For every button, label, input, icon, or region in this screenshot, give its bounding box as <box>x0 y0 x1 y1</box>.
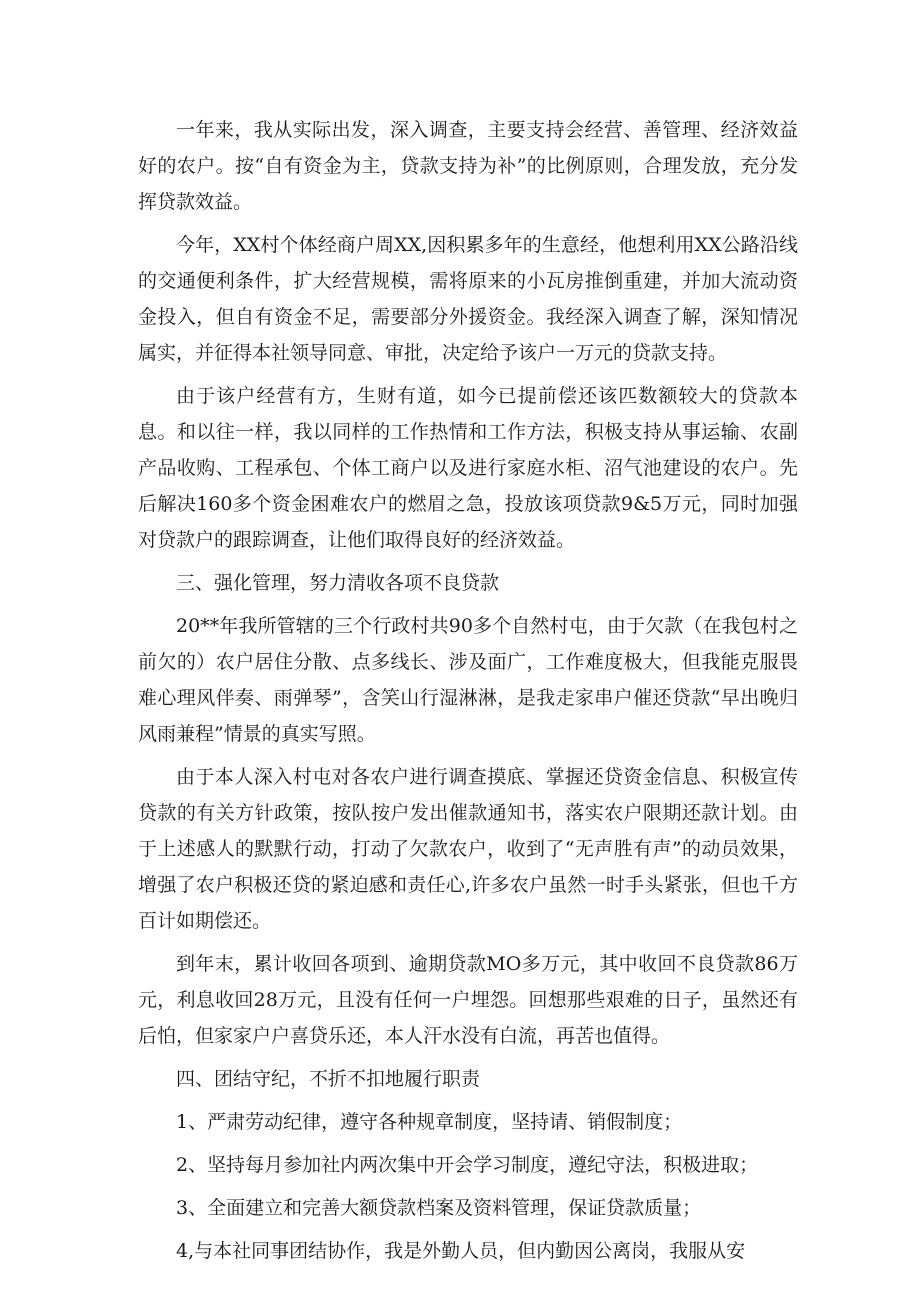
list-item: 3、全面建立和完善大额贷款档案及资料管理，保证贷款质量； <box>176 1197 702 1219</box>
paragraph: 由于本人深入村屯对各农户进行调查摸底、掌握还贷资金信息、积极宣传贷款的有关方针政策，按队按户发出催款通知书，落实农户限期还款计划。由于上述感人的默默行动，打动了欠款农户，收到了“无声胜有声”的动员效果，增强了农户积极还贷的紧迫感和责任心,许多农户虽然一时手头紧张，但也千方百计如期偿还。 <box>138 766 798 932</box>
list-item: 4,与本社同事团结协作，我是外勤人员，但内勤因公离岗，我服从安 <box>176 1240 746 1262</box>
paragraph: 由于该户经营有方，生财有道，如今已提前偿还该匹数额较大的贷款本息。和以往一样，我以同样的工作热情和工作方法，积极支持从事运输、农副产品收购、工程承包、个体工商户以及进行家庭水柜、沼气池建设的农户。先后解决160多个资金困难农户的燃眉之急，投放该项贷款9&5万元，同时加强对贷款户的跟踪调查，让他们取得良好的经济效益。 <box>138 385 798 551</box>
section-heading: 四、团结守纪，不折不扣地履行职责 <box>176 1068 481 1090</box>
paragraph: 一年来，我从实际出发，深入调查，主要支持会经营、善管理、经济效益好的农户。按“自有资金为主，贷款支持为补”的比例原则，合理发放，充分发挥贷款效益。 <box>138 119 798 213</box>
document-body <box>138 112 798 1276</box>
paragraph: 到年末，累计收回各项到、逾期贷款MO多万元，其中收回不良贷款86万元，利息收回28万元，且没有任何一户埋怨。回想那些艰难的日子，虽然还有后怕，但家家户户喜贷乐还，本人汗水没有白流，再苦也值得。 <box>138 953 798 1047</box>
paragraph: 今年，XX村个体经商户周XX,因积累多年的生意经，他想利用XX公路沿线的交通便利条件，扩大经营规模，需将原来的小瓦房推倒重建，并加大流动资金投入，但自有资金不足，需要部分外援资金。我经深入调查了解，深知情况属实，并征得本社领导同意、审批，决定给予该户一万元的贷款支持。 <box>138 234 798 364</box>
section-heading: 三、强化管理，努力清收各项不良贷款 <box>176 572 500 594</box>
list-item: 1、严肃劳动纪律，遵守各种规章制度，坚持请、销假制度； <box>176 1111 683 1133</box>
list-item: 2、坚持每月参加社内两次集中开会学习制度，遵纪守法，积极进取； <box>176 1154 759 1176</box>
paragraph: 20**年我所管辖的三个行政村共90多个自然村屯，由于欠款（在我包村之前欠的）农户居住分散、点多线长、涉及面广，工作难度极大，但我能克服畏难心理风伴奏、雨弹琴”，含笑山行湿淋淋，是我走家串户催还贷款“早出晚归风雨兼程”情景的真实写照。 <box>138 615 798 745</box>
